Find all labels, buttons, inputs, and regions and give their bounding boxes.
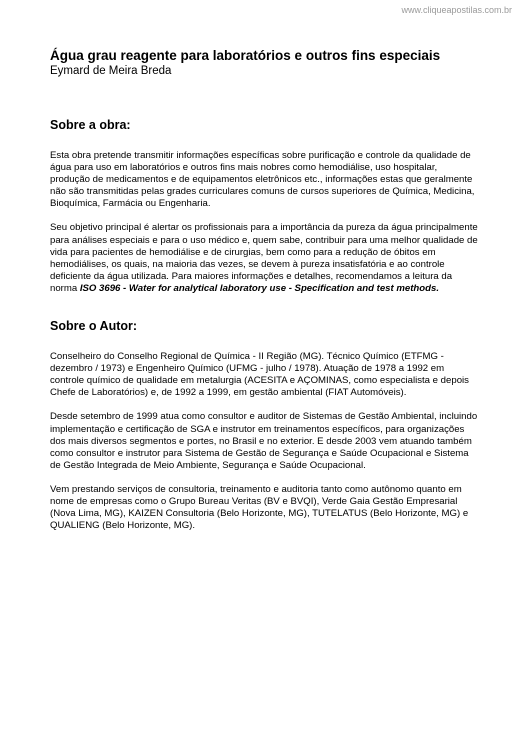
site-watermark: www.cliqueapostilas.com.br (401, 5, 512, 15)
obra-paragraph-2-text: Seu objetivo principal é alertar os profissionais para a importância da pureza da água principalmente para análises especiais e para o uso médico e, quem sabe, contribuir para uma melhor qualidade de vida para pacientes de hemodiálise e de cirurgias, bem como para a redução de óbitos em hemodiálises, os quais, na maioria das vezes, se devem à pureza insatisfatória e ao controle deficiente da água utilizada. Para maiores informações e detalhes, recomendamos a leitura da norma (50, 222, 478, 294)
obra-paragraph-1: Esta obra pretende transmitir informações específicas sobre purificação e controle da qualidade de água para uso em laboratórios e outros fins mais nobres como hemodiálise, uso hospitalar, produção de medicamentos e de equipamentos eletrônicos etc., informações estas que geralmente não são transmitidas pelas grades curriculares comuns de cursos superiores de Química, Medicina, Bioquímica, Farmácia ou Engenharia. (50, 150, 475, 210)
document-body (50, 48, 478, 532)
document-title: Água grau reagente para laboratórios e outros fins especiais (50, 48, 441, 63)
autor-paragraph-3: Vem prestando serviços de consultoria, treinamento e auditoria tanto como autônomo quanto em nome de empresas como o Grupo Bureau Veritas (BV e BVQI), Verde Gaia Gestão Empresarial (Nova Lima, MG), KAIZEN Consultoria (Belo Horizonte, MG), TUTELATUS (Belo Horizonte, MG) e QUALIENG (Belo Horizonte, MG). (50, 483, 469, 532)
iso-norm-reference: ISO 3696 - Water for analytical laboratory use - Specification and test methods. (79, 282, 440, 294)
autor-paragraph-1: Conselheiro do Conselho Regional de Química - II Região (MG). Técnico Químico (ETFMG - dezembro / 1973) e Engenheiro Químico (UFMG - julho / 1978). Atuação de 1978 a 1992 em controle químico de qualidade em metalurgia (ACESITA e AÇOMINAS, como especialista e depois Chefe de Laboratórios) e, de 1992 a 1999, em gestão ambiental (FIAT Automóveis). (50, 351, 469, 399)
section-heading-autor: Sobre o Autor: (50, 319, 138, 334)
section-heading-obra: Sobre a obra: (50, 118, 131, 132)
document-author: Eymard de Meira Breda (50, 65, 172, 77)
obra-paragraph-2 (50, 222, 478, 295)
autor-paragraph-2: Desde setembro de 1999 atua como consultor e auditor de Sistemas de Gestão Ambiental, incluindo implementação e certificação de SGA e instrutor em treinamentos específicos, para organizações dos mais diversos segmentos e portes, no Brasil e no exterior. E desde 2003 vem atuando também como consultor e instrutor para Sistema de Gestão de Segurança e Saúde Ocupacional e Sistema de Gestão Integrada de Meio Ambiente, Segurança e Saúde Ocupacional. (50, 411, 478, 471)
